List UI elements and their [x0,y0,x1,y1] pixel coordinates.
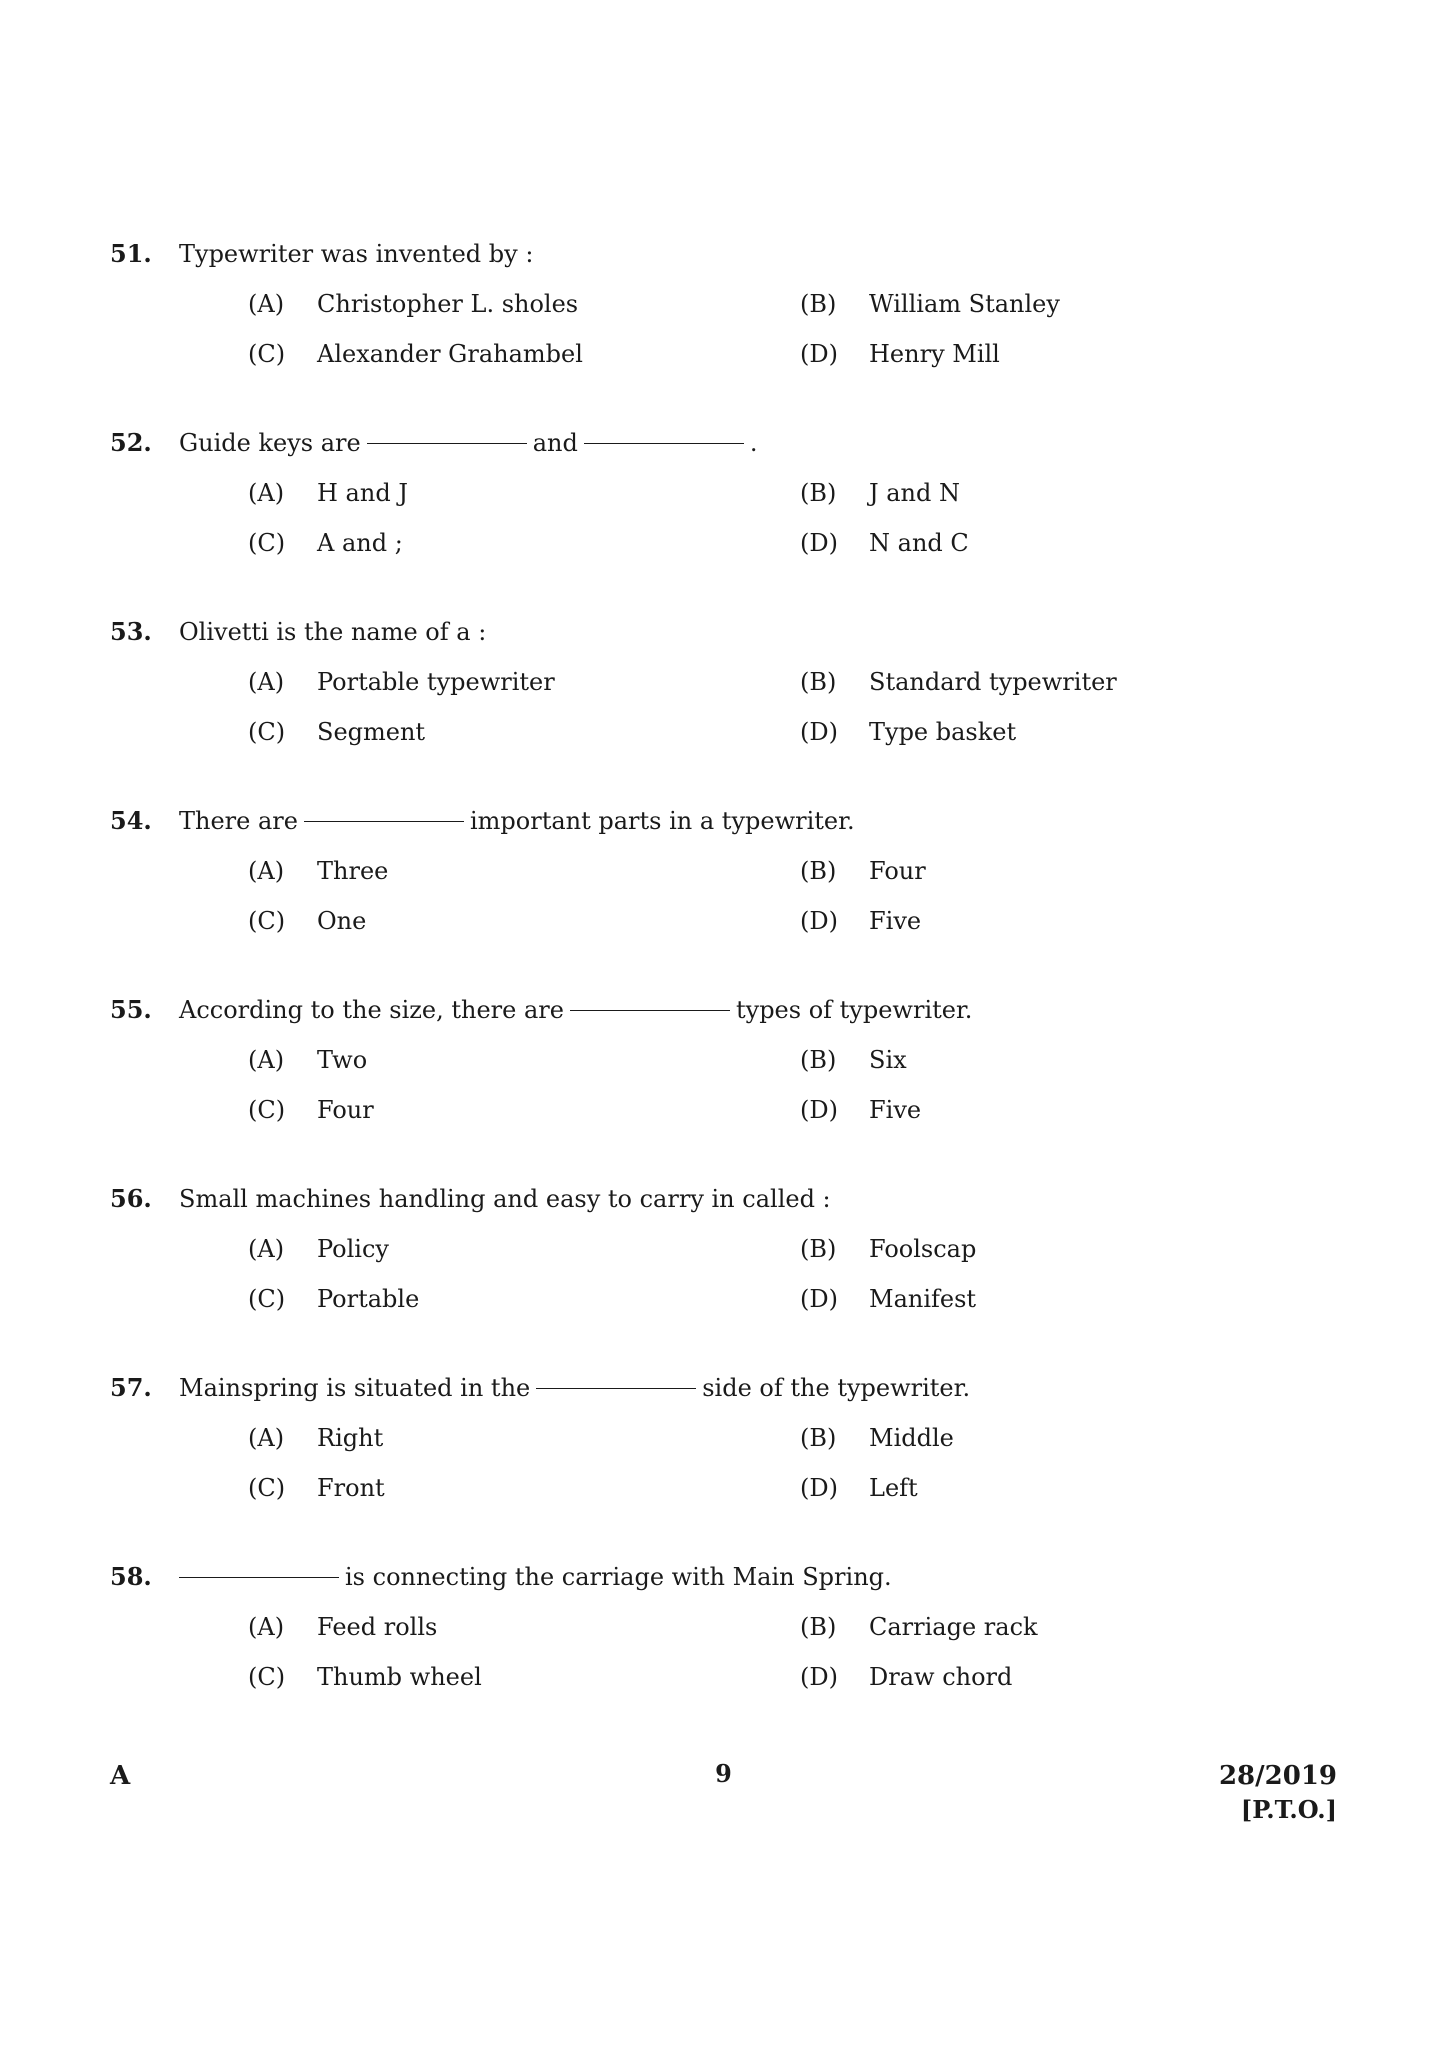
question-55: 55. According to the size, there are types of typewriter. (A) Two (B) Six (C) Four (D) Five [110,995,973,1124]
question-52: 52. Guide keys are and . (A) H and J (B) J and N (C) A and ; (D) N and C [110,428,969,557]
question-number: 57. [110,1373,152,1402]
series-code: A [110,1761,131,1791]
question-57: 57. Mainspring is situated in the side of the typewriter. (A) Right (B) Middle (C) Front (D) Left [110,1373,971,1502]
answer-blank [367,443,527,444]
question-number: 53. [110,617,152,646]
question-text: Guide keys are and . [179,429,758,457]
question-text: Small machines handling and easy to carry in called : [179,1185,831,1213]
page-number: 9 [715,1759,732,1788]
question-number: 54. [110,806,152,835]
question-56: 56. Small machines handling and easy to carry in called : (A) Policy (B) Foolscap (C) Portable (D) Manifest [110,1184,977,1313]
question-text: Mainspring is situated in the side of the typewriter. [179,1374,971,1402]
answer-blank [570,1010,730,1011]
question-number: 58. [110,1562,152,1591]
paper-code: 28/2019 [1218,1761,1337,1791]
question-58: 58. is connecting the carriage with Main Spring. (A) Feed rolls (B) Carriage rack (C) Thumb wheel (D) Draw chord [110,1562,1038,1691]
question-number: 56. [110,1184,152,1213]
answer-blank [584,443,744,444]
question-53: 53. Olivetti is the name of a : (A) Portable typewriter (B) Standard typewriter (C) Segment (D) Type basket [110,617,1117,746]
answer-blank [179,1577,339,1578]
question-number: 55. [110,995,152,1024]
answer-blank [536,1388,696,1389]
question-number: 52. [110,428,152,457]
question-text: According to the size, there are types of typewriter. [179,996,973,1024]
question-text: Typewriter was invented by : [179,240,534,268]
pto-label: [P.T.O.] [1240,1795,1337,1824]
question-number: 51. [110,239,152,268]
question-51: 51. Typewriter was invented by : (A) Christopher L. sholes (B) William Stanley (C) Alexander Grahambel (D) Henry Mill [110,239,1060,368]
question-54: 54. There are important parts in a typewriter. (A) Three (B) Four (C) One (D) Five [110,806,926,935]
question-text: There are important parts in a typewriter. [179,807,855,835]
paper-code-block [1219,1759,1337,1827]
question-text: is connecting the carriage with Main Spring. [179,1561,892,1593]
question-text: Olivetti is the name of a : [179,618,487,646]
answer-blank [304,821,464,822]
